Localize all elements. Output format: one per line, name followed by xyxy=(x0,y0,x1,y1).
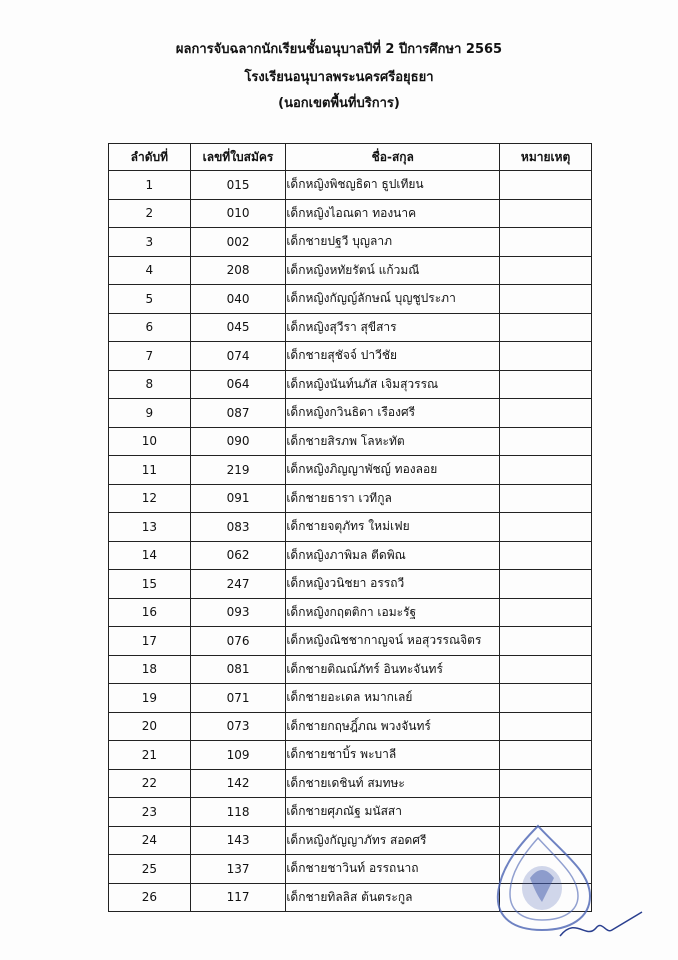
column-header-name: ชื่อ-สกุล xyxy=(286,144,500,171)
table-row xyxy=(109,484,592,513)
row-order-cell: 22 xyxy=(109,769,191,798)
table-row xyxy=(109,598,592,627)
row-order-cell: 16 xyxy=(109,598,191,627)
signature xyxy=(556,906,646,946)
student-name-cell: เด็กชายกฤษฎิ์ภณ พวงจันทร์ xyxy=(286,712,500,741)
column-header-remarks: หมายเหตุ xyxy=(500,144,592,171)
student-name-cell: เด็กชายเดชินท์ สมทษะ xyxy=(286,769,500,798)
application-no-cell: 071 xyxy=(190,684,286,713)
table-row xyxy=(109,427,592,456)
table-row xyxy=(109,570,592,599)
application-no-cell: 076 xyxy=(190,627,286,656)
student-name-cell: เด็กหญิงณิชชากาญจน์ หอสุวรรณจิตร xyxy=(286,627,500,656)
student-name-cell: เด็กชายอะเดล หมากเลย์ xyxy=(286,684,500,713)
row-order-cell: 2 xyxy=(109,199,191,228)
remarks-cell xyxy=(500,541,592,570)
remarks-cell xyxy=(500,171,592,200)
table-row xyxy=(109,228,592,257)
table-row xyxy=(109,456,592,485)
row-order-cell: 18 xyxy=(109,655,191,684)
table-row xyxy=(109,741,592,770)
remarks-cell xyxy=(500,256,592,285)
table-row xyxy=(109,313,592,342)
student-name-cell: เด็กหญิงภิญญาพัชญ์ ทองลอย xyxy=(286,456,500,485)
column-header-application-no: เลขที่ใบสมัคร xyxy=(190,144,286,171)
application-no-cell: 142 xyxy=(190,769,286,798)
table-row xyxy=(109,513,592,542)
remarks-cell xyxy=(500,427,592,456)
application-no-cell: 093 xyxy=(190,598,286,627)
application-no-cell: 208 xyxy=(190,256,286,285)
row-order-cell: 21 xyxy=(109,741,191,770)
table-row xyxy=(109,541,592,570)
table-row xyxy=(109,199,592,228)
table-row xyxy=(109,712,592,741)
remarks-cell xyxy=(500,370,592,399)
results-table xyxy=(108,143,592,912)
application-no-cell: 081 xyxy=(190,655,286,684)
student-name-cell: เด็กหญิงไอณดา ทองนาค xyxy=(286,199,500,228)
table-row xyxy=(109,342,592,371)
application-no-cell: 040 xyxy=(190,285,286,314)
row-order-cell: 19 xyxy=(109,684,191,713)
row-order-cell: 26 xyxy=(109,883,191,912)
application-no-cell: 010 xyxy=(190,199,286,228)
table-row xyxy=(109,399,592,428)
table-row xyxy=(109,684,592,713)
service-area-note: (นอกเขตพื้นที่บริการ) xyxy=(278,96,400,111)
application-no-cell: 074 xyxy=(190,342,286,371)
application-no-cell: 045 xyxy=(190,313,286,342)
application-no-cell: 143 xyxy=(190,826,286,855)
student-name-cell: เด็กหญิงพิชญธิดา ธูปเทียน xyxy=(286,171,500,200)
remarks-cell xyxy=(500,769,592,798)
remarks-cell xyxy=(500,712,592,741)
remarks-cell xyxy=(500,513,592,542)
application-no-cell: 118 xyxy=(190,798,286,827)
remarks-cell xyxy=(500,655,592,684)
application-no-cell: 090 xyxy=(190,427,286,456)
student-name-cell: เด็กชายสุชัจจ์ ปาวีชัย xyxy=(286,342,500,371)
table-row xyxy=(109,285,592,314)
remarks-cell xyxy=(500,598,592,627)
column-header-order: ลำดับที่ xyxy=(109,144,191,171)
row-order-cell: 8 xyxy=(109,370,191,399)
row-order-cell: 15 xyxy=(109,570,191,599)
remarks-cell xyxy=(500,399,592,428)
student-name-cell: เด็กหญิงหทัยรัตน์ แก้วมณี xyxy=(286,256,500,285)
application-no-cell: 015 xyxy=(190,171,286,200)
row-order-cell: 5 xyxy=(109,285,191,314)
application-no-cell: 117 xyxy=(190,883,286,912)
row-order-cell: 4 xyxy=(109,256,191,285)
table-header-row xyxy=(109,144,592,171)
student-name-cell: เด็กชายสิรภพ โลหะทัต xyxy=(286,427,500,456)
application-no-cell: 073 xyxy=(190,712,286,741)
row-order-cell: 1 xyxy=(109,171,191,200)
student-name-cell: เด็กหญิงภาพิมล ตีดพิณ xyxy=(286,541,500,570)
remarks-cell xyxy=(500,627,592,656)
application-no-cell: 247 xyxy=(190,570,286,599)
remarks-cell xyxy=(500,484,592,513)
school-name: โรงเรียนอนุบาลพระนครศรีอยุธยา xyxy=(244,70,434,85)
student-name-cell: เด็กชายติณณ์ภัทร์ อินทะจันทร์ xyxy=(286,655,500,684)
student-name-cell: เด็กชายทิลลิส ต้นตระกูล xyxy=(286,883,500,912)
remarks-cell xyxy=(500,342,592,371)
student-name-cell: เด็กหญิงวนิชยา อรรถวี xyxy=(286,570,500,599)
row-order-cell: 25 xyxy=(109,855,191,884)
row-order-cell: 24 xyxy=(109,826,191,855)
student-name-cell: เด็กชายปฐวี บุญลาภ xyxy=(286,228,500,257)
row-order-cell: 3 xyxy=(109,228,191,257)
remarks-cell xyxy=(500,684,592,713)
student-name-cell: เด็กหญิงนันท์นภัส เจิมสุวรรณ xyxy=(286,370,500,399)
remarks-cell xyxy=(500,228,592,257)
row-order-cell: 10 xyxy=(109,427,191,456)
student-name-cell: เด็กชายธารา เวทีกูล xyxy=(286,484,500,513)
remarks-cell xyxy=(500,456,592,485)
row-order-cell: 9 xyxy=(109,399,191,428)
application-no-cell: 109 xyxy=(190,741,286,770)
student-name-cell: เด็กชายศุภณัฐ มนัสสา xyxy=(286,798,500,827)
application-no-cell: 219 xyxy=(190,456,286,485)
remarks-cell xyxy=(500,285,592,314)
row-order-cell: 23 xyxy=(109,798,191,827)
remarks-cell xyxy=(500,313,592,342)
student-name-cell: เด็กชายชาบิ้ร พะบาลี xyxy=(286,741,500,770)
remarks-cell xyxy=(500,570,592,599)
row-order-cell: 12 xyxy=(109,484,191,513)
application-no-cell: 002 xyxy=(190,228,286,257)
remarks-cell xyxy=(500,741,592,770)
row-order-cell: 11 xyxy=(109,456,191,485)
remarks-cell xyxy=(500,199,592,228)
application-no-cell: 137 xyxy=(190,855,286,884)
table-row xyxy=(109,171,592,200)
student-name-cell: เด็กหญิงกวินธิดา เรืองศรี xyxy=(286,399,500,428)
application-no-cell: 087 xyxy=(190,399,286,428)
student-name-cell: เด็กหญิงกัญญาภัทร สอดศรี xyxy=(286,826,500,855)
row-order-cell: 7 xyxy=(109,342,191,371)
table-row xyxy=(109,655,592,684)
document-title: ผลการจับฉลากนักเรียนชั้นอนุบาลปีที่ 2 ปีการศึกษา 2565 xyxy=(175,42,503,57)
application-no-cell: 091 xyxy=(190,484,286,513)
student-name-cell: เด็กหญิงกัญญ์ลักษณ์ บุญชูประภา xyxy=(286,285,500,314)
row-order-cell: 13 xyxy=(109,513,191,542)
row-order-cell: 14 xyxy=(109,541,191,570)
application-no-cell: 062 xyxy=(190,541,286,570)
student-name-cell: เด็กชายจตุภัทร ใหม่เฟย xyxy=(286,513,500,542)
table-row xyxy=(109,627,592,656)
row-order-cell: 6 xyxy=(109,313,191,342)
application-no-cell: 064 xyxy=(190,370,286,399)
application-no-cell: 083 xyxy=(190,513,286,542)
student-name-cell: เด็กหญิงสุวีรา สุขีสาร xyxy=(286,313,500,342)
student-name-cell: เด็กหญิงกฤตติกา เอมะรัฐ xyxy=(286,598,500,627)
row-order-cell: 17 xyxy=(109,627,191,656)
table-row xyxy=(109,769,592,798)
table-row xyxy=(109,370,592,399)
table-row xyxy=(109,256,592,285)
row-order-cell: 20 xyxy=(109,712,191,741)
student-name-cell: เด็กชายชาวินท์ อรรถนาถ xyxy=(286,855,500,884)
